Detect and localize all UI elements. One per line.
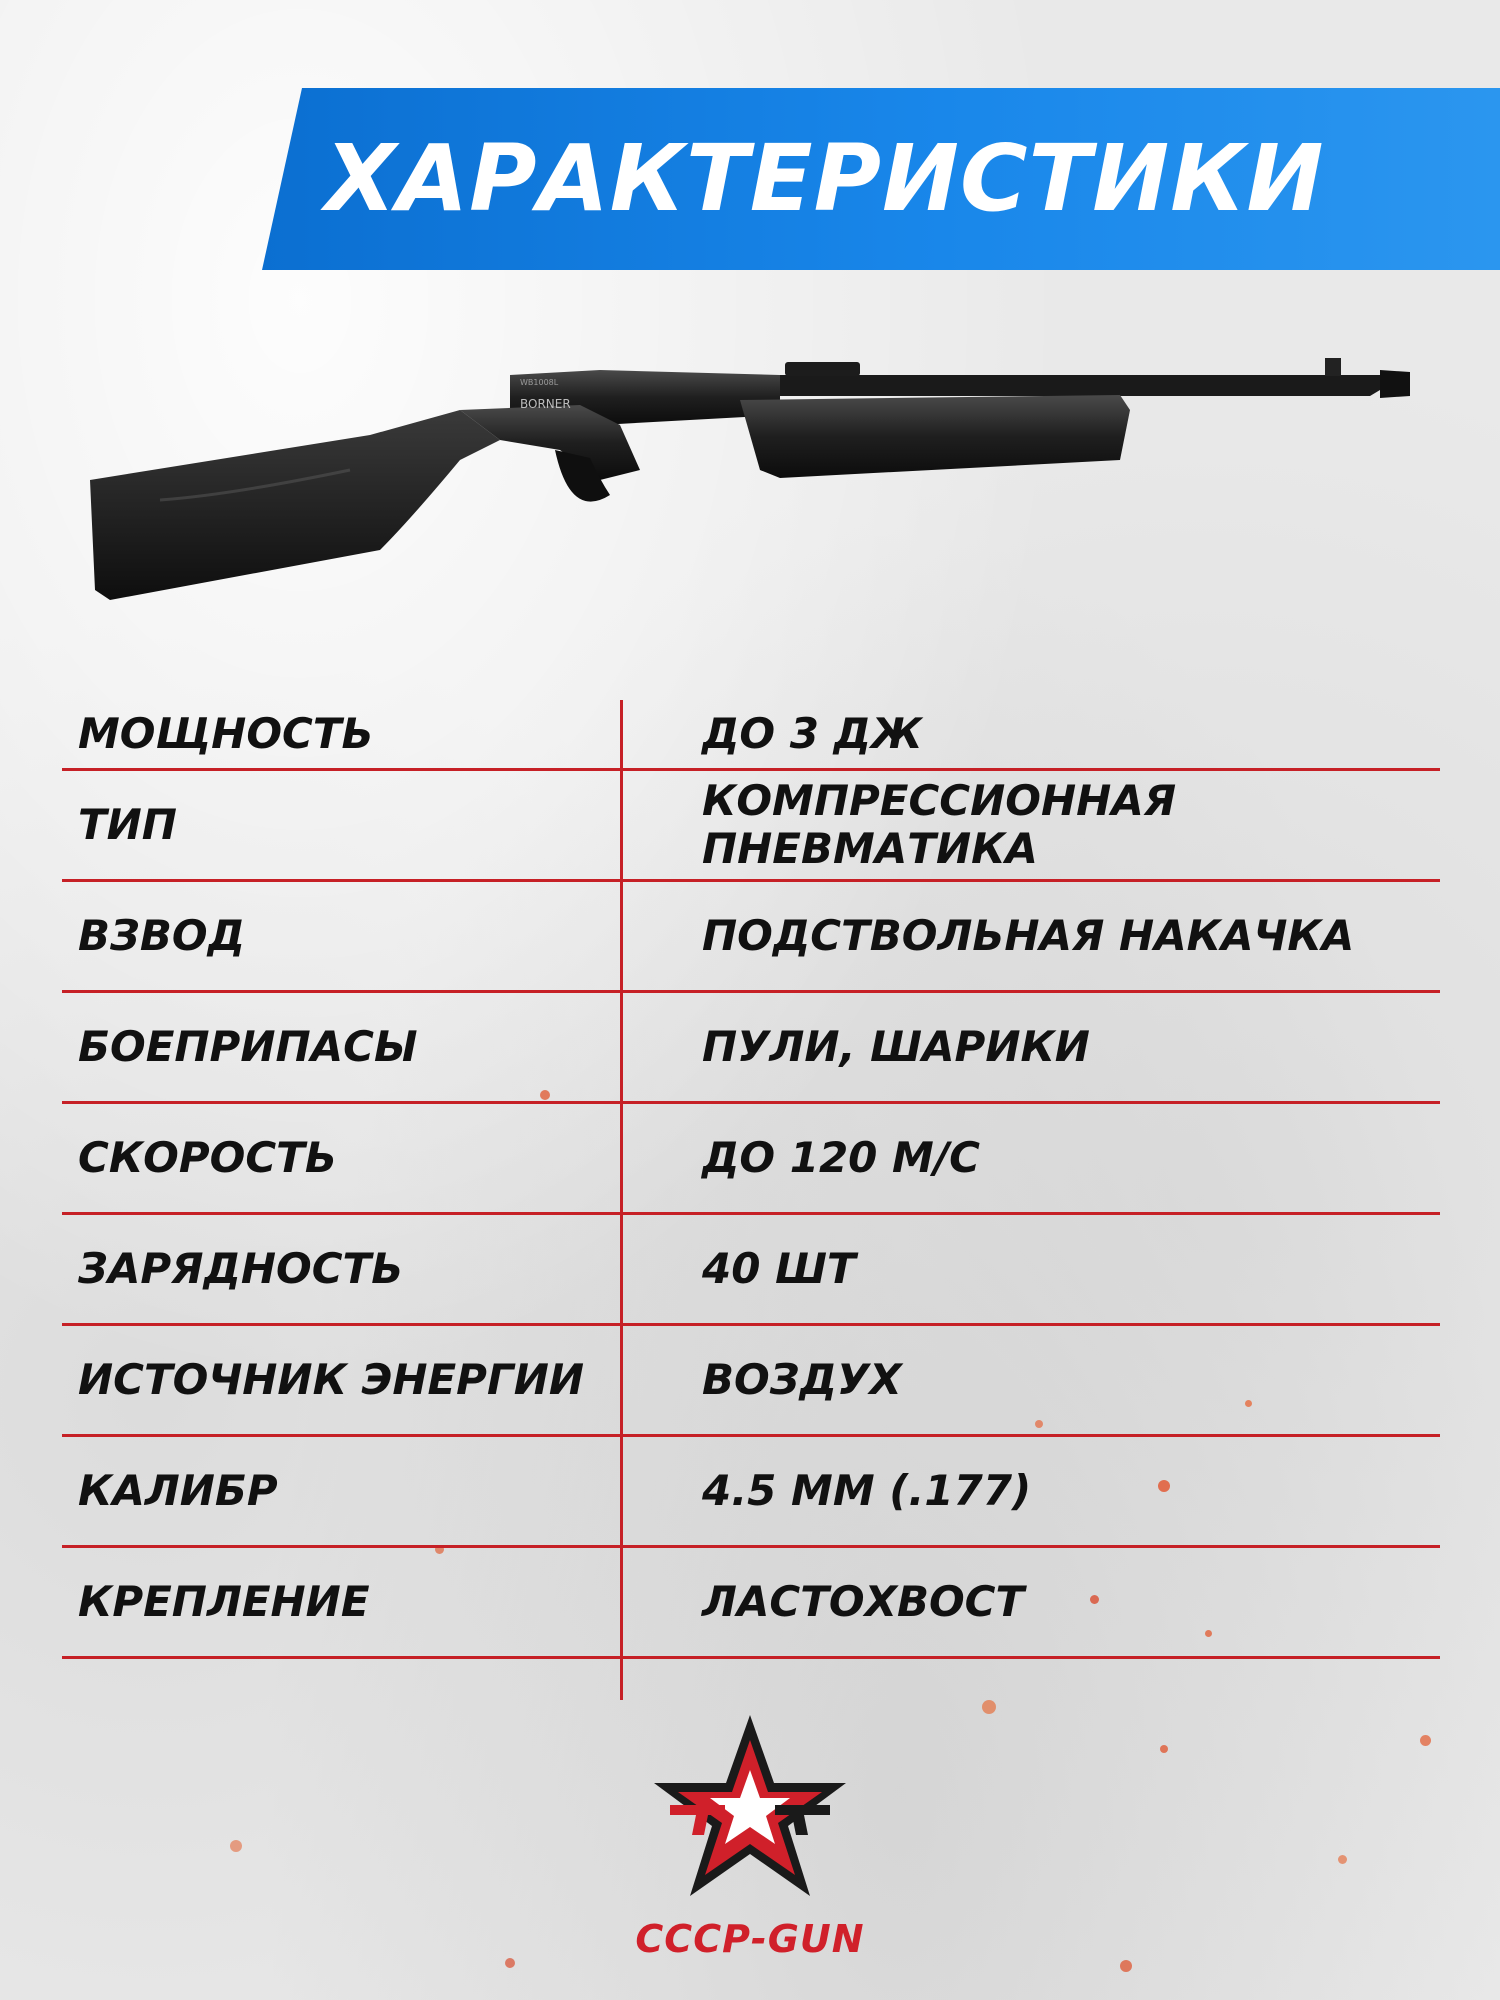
spec-value: ВОЗДУХ [702,1354,902,1404]
page-title: ХАРАКТЕРИСТИКИ [325,124,1325,232]
spec-label: КРЕПЛЕНИЕ [78,1576,370,1626]
spec-value: 4.5 ММ (.177) [702,1465,1032,1515]
spec-row-capacity [62,1215,1440,1326]
spec-value: ПУЛИ, ШАРИКИ [702,1021,1090,1071]
brand-logo-text: СССР-GUN [635,1917,865,1961]
spec-label: БОЕПРИПАСЫ [78,1021,418,1071]
spec-row-energy-source [62,1326,1440,1437]
spec-row-power [62,700,1440,771]
spec-label: СКОРОСТЬ [78,1132,337,1182]
spec-label: ИСТОЧНИК ЭНЕРГИИ [78,1354,585,1404]
spec-row-velocity [62,1104,1440,1215]
spec-table [62,700,1440,1659]
spec-row-type [62,771,1440,882]
spec-value: ДО 3 ДЖ [702,708,923,758]
air-rifle-icon [80,330,1480,610]
rifle-model-marking: WB1008L [520,378,559,387]
spec-value: КОМПРЕССИОННАЯ ПНЕВМАТИКА [702,775,1177,873]
spec-row-ammo [62,993,1440,1104]
spec-value: ЛАСТОХВОСТ [702,1576,1025,1626]
spec-label: КАЛИБР [78,1465,278,1515]
spec-value: ПОДСТВОЛЬНАЯ НАКАЧКА [702,910,1355,960]
spec-row-mount [62,1548,1440,1659]
spec-label: ЗАРЯДНОСТЬ [78,1243,404,1293]
spec-value: ДО 120 М/С [702,1132,980,1182]
spec-row-cocking [62,882,1440,993]
spec-label: ВЗВОД [78,910,245,960]
spec-value: 40 ШТ [702,1243,856,1293]
rifle-brand-marking: BORNER [520,397,571,411]
spec-label: ТИП [78,799,177,849]
spec-row-caliber [62,1437,1440,1548]
spec-label: МОЩНОСТЬ [78,708,374,758]
red-star-pistols-icon [650,1710,850,1910]
